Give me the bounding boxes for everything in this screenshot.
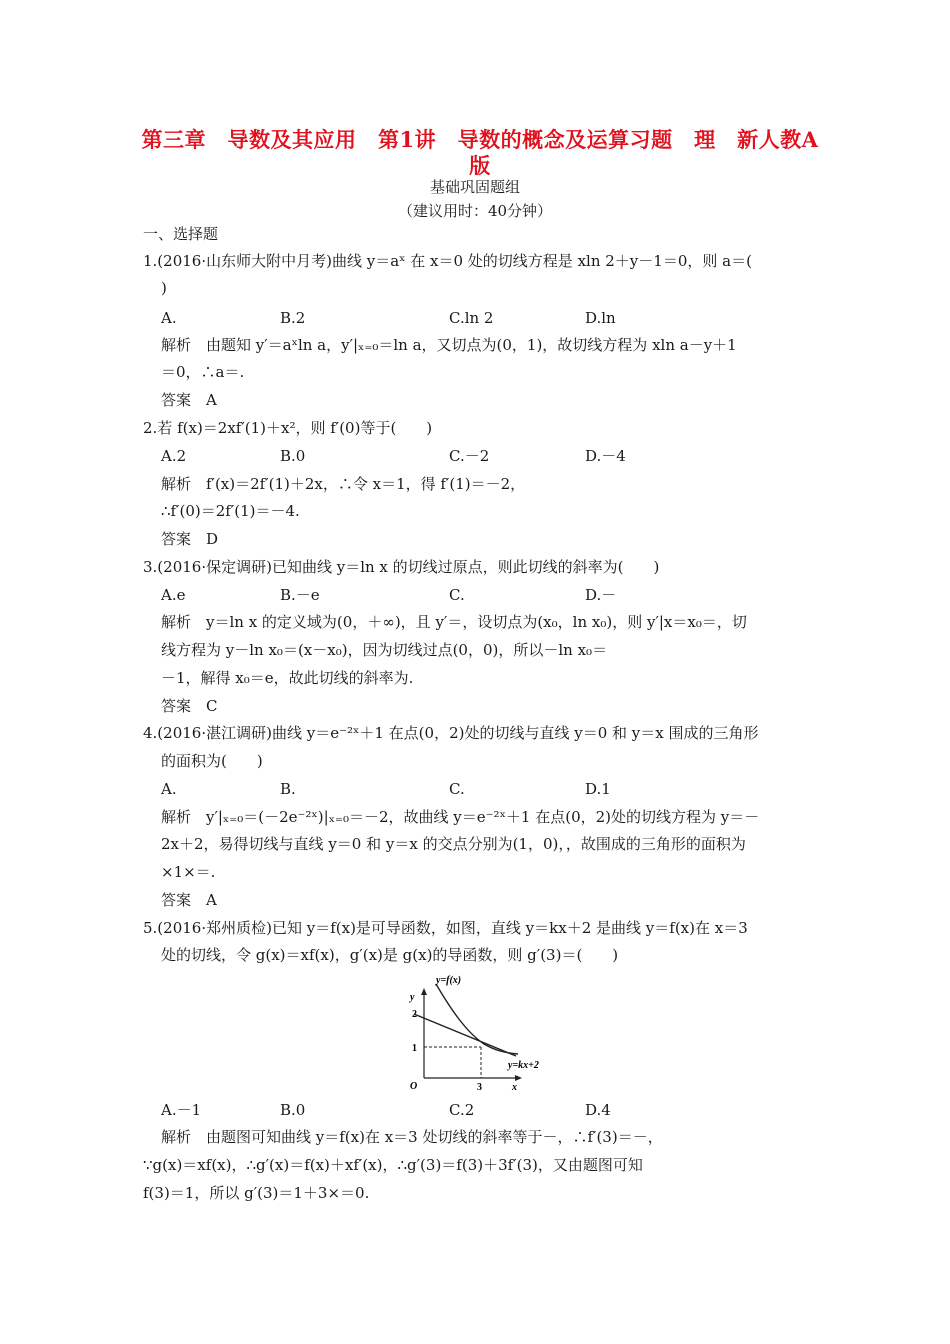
tick-y-1: 1: [412, 1043, 417, 1054]
q5-option-d: D.4: [585, 1101, 611, 1119]
q1-answer: 答案 A: [161, 391, 217, 409]
q5-stem-line1: 5.(2016·郑州质检)已知 y＝f(x)是可导函数，如图，直线 y＝kx＋2 是曲线 y＝f(x)在 x＝3: [143, 919, 748, 937]
q5-stem-line2: 处的切线，令 g(x)＝xf(x)，g′(x)是 g(x)的导函数，则 g′(3)＝( ): [161, 946, 619, 964]
q3-analysis-line1: 解析 y＝ln x 的定义域为(0，＋∞)，且 y′＝，设切点为(x₀，ln x₀)，则 y′|x＝x₀＝，切: [161, 613, 747, 631]
section-heading: 一、选择题: [143, 225, 219, 243]
tick-y-2: 2: [412, 1009, 417, 1020]
q2-analysis-line2: ∴f′(0)＝2f′(1)＝－4.: [161, 502, 300, 520]
q3-option-a: A.e: [161, 586, 186, 604]
q4-stem-line1: 4.(2016·湛江调研)曲线 y＝e⁻²ˣ＋1 在点(0，2)处的切线与直线 y＝0 和 y＝x 围成的三角形: [143, 724, 759, 742]
q4-option-b: B.: [280, 780, 296, 798]
curve-fx: [436, 984, 518, 1054]
subtitle: 基础巩固题组: [429, 178, 520, 196]
q1-option-a: A.: [161, 309, 177, 327]
q1-analysis-line2: ＝0，∴a＝.: [161, 363, 245, 381]
q4-stem-line2: 的面积为( ): [161, 752, 263, 770]
curve-label: y=f(x): [436, 975, 462, 986]
q3-option-c: C.: [449, 586, 465, 604]
q5-option-a: A.－1: [161, 1101, 202, 1119]
q5-option-c: C.2: [449, 1101, 475, 1119]
y-axis-arrow: [421, 988, 427, 995]
q4-option-c: C.: [449, 780, 465, 798]
tangent-line-figure: [388, 970, 558, 1092]
origin-label: O: [410, 1081, 418, 1092]
q5-option-b: B.0: [280, 1101, 306, 1119]
q1-stem-line1: 1.(2016·山东师大附中月考)曲线 y＝aˣ 在 x＝0 处的切线方程是 xln 2＋y－1＝0，则 a＝(: [143, 252, 752, 270]
document-title-line2: 版: [469, 153, 491, 178]
document-title-line1: 第三章 导数及其应用 第1讲 导数的概念及运算习题 理 新人教A: [141, 127, 819, 152]
q3-analysis-line2: 线方程为 y－ln x₀＝(x－x₀)，因为切线过点(0，0)，所以－ln x₀＝: [161, 641, 608, 659]
q5-analysis-line3: f(3)＝1，所以 g′(3)＝1＋3×＝0.: [143, 1184, 370, 1202]
q2-stem-line1: 2.若 f(x)＝2xf′(1)＋x²，则 f′(0)等于( ): [143, 419, 433, 437]
time-note: （建议用时：40分钟）: [397, 202, 553, 220]
tangent-line: [414, 1014, 516, 1056]
q3-option-b: B.－e: [280, 586, 320, 604]
x-axis-arrow: [515, 1075, 522, 1081]
tick-x-3: 3: [477, 1082, 482, 1092]
q2-analysis-line1: 解析 f′(x)＝2f′(1)＋2x，∴令 x＝1，得 f′(1)＝－2，: [161, 475, 526, 493]
q1-stem-line2: ): [161, 279, 167, 297]
q4-analysis-line1: 解析 y′|ₓ₌₀＝(－2e⁻²ˣ)|ₓ₌₀＝－2，故曲线 y＝e⁻²ˣ＋1 在点(0，2)处的切线方程为 y＝－: [161, 808, 760, 826]
q2-option-c: C.－2: [449, 447, 490, 465]
q2-answer: 答案 D: [161, 530, 219, 548]
q3-stem-line1: 3.(2016·保定调研)已知曲线 y＝ln x 的切线过原点，则此切线的斜率为( ): [143, 558, 660, 576]
q1-option-c: C.ln 2: [449, 309, 494, 327]
q3-option-d: D.－: [585, 586, 617, 604]
q5-analysis-line1: 解析 由题图可知曲线 y＝f(x)在 x＝3 处切线的斜率等于－，∴f′(3)＝－，: [161, 1128, 663, 1146]
q1-analysis-line1: 解析 由题知 y′＝aˣln a，y′|ₓ₌₀＝ln a，又切点为(0，1)，故切线方程为 xln a－y＋1: [161, 336, 737, 354]
q2-option-a: A.2: [161, 447, 187, 465]
q4-analysis-line3: ×1×＝.: [161, 863, 216, 881]
q3-answer: 答案 C: [161, 697, 218, 715]
q5-analysis-line2: ∵g(x)＝xf(x)，∴g′(x)＝f(x)＋xf′(x)，∴g′(3)＝f(3)＋3f′(3)，又由题图可知: [143, 1156, 643, 1174]
q4-option-a: A.: [161, 780, 177, 798]
q1-option-d: D.ln: [585, 309, 616, 327]
q3-analysis-line3: －1，解得 x₀＝e，故此切线的斜率为.: [161, 669, 414, 687]
line-label: y=kx+2: [508, 1060, 539, 1071]
q1-option-b: B.2: [280, 309, 306, 327]
q4-answer: 答案 A: [161, 891, 217, 909]
q4-analysis-line2: 2x＋2，易得切线与直线 y＝0 和 y＝x 的交点分别为(1，0)，，故围成的三角形的面积为: [161, 835, 746, 853]
x-axis-label: x: [512, 1082, 517, 1092]
q4-option-d: D.1: [585, 780, 611, 798]
q2-option-d: D.－4: [585, 447, 626, 465]
y-axis-label: y: [410, 992, 415, 1003]
q2-option-b: B.0: [280, 447, 306, 465]
